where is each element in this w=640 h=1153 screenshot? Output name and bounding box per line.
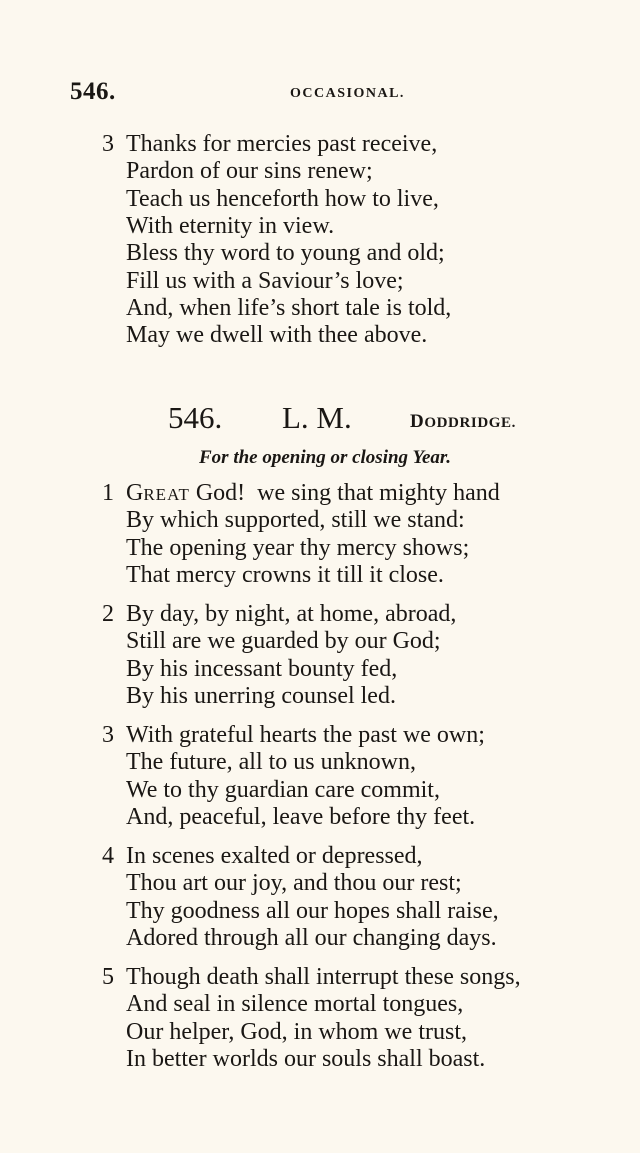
stanza-line: And, peaceful, leave before thy feet. bbox=[126, 803, 476, 830]
author-rest: ODDRIDGE. bbox=[424, 415, 516, 431]
hymn-number: 546. bbox=[168, 400, 223, 435]
stanza-line: The opening year thy mercy shows; bbox=[126, 534, 470, 561]
stanza-line: Teach us henceforth how to live, bbox=[126, 185, 439, 212]
stanza-line: By his unerring counsel led. bbox=[126, 682, 396, 709]
stanza-line: May we dwell with thee above. bbox=[126, 322, 428, 349]
stanza-number: 5 bbox=[102, 964, 114, 990]
stanza-line: Our helper, God, in whom we trust, bbox=[126, 1018, 467, 1045]
stanza-number: 3 bbox=[102, 131, 114, 157]
hymn-meter: L. M. bbox=[282, 400, 352, 435]
stanza-number: 3 bbox=[102, 722, 114, 748]
stanza-line: The future, all to us unknown, bbox=[126, 749, 416, 776]
stanza-line: Thy goodness all our hopes shall raise, bbox=[126, 897, 499, 924]
stanza-line: Pardon of our sins renew; bbox=[126, 158, 373, 185]
stanza-number: 1 bbox=[102, 480, 114, 506]
line-rest: God! we sing that mighty hand bbox=[189, 480, 500, 506]
stanza-line: Still are we guarded by our God; bbox=[126, 628, 441, 655]
stanza-line bbox=[126, 480, 500, 508]
stanza-line: Though death shall interrupt these songs, bbox=[126, 964, 521, 990]
stanza-line: We to thy guardian care commit, bbox=[126, 776, 440, 803]
small-caps: REAT bbox=[143, 485, 190, 504]
stanza-line: And seal in silence mortal tongues, bbox=[126, 991, 464, 1018]
stanza-line: Fill us with a Saviour’s love; bbox=[126, 267, 404, 294]
stanza-line: In scenes exalted or depressed, bbox=[126, 843, 423, 869]
stanza-line: Thanks for mercies past receive, bbox=[126, 131, 438, 157]
running-title: OCCASIONAL. bbox=[290, 86, 405, 101]
stanza-number: 2 bbox=[102, 601, 114, 627]
stanza-line: In better worlds our souls shall boast. bbox=[126, 1045, 486, 1072]
stanza-line: And, when life’s short tale is told, bbox=[126, 294, 452, 321]
stanza-line: Thou art our joy, and thou our rest; bbox=[126, 870, 462, 897]
hymn-subtitle: For the opening or closing Year. bbox=[199, 447, 451, 468]
stanza-line: That mercy crowns it till it close. bbox=[126, 561, 444, 588]
stanza-line: With eternity in view. bbox=[126, 212, 335, 239]
stanza-line: By his incessant bounty fed, bbox=[126, 655, 398, 682]
author-initial: D bbox=[410, 411, 425, 432]
stanza-line: Adored through all our changing days. bbox=[126, 924, 497, 951]
page-number: 546. bbox=[70, 78, 116, 105]
hymn-author bbox=[410, 411, 516, 433]
drop-cap: G bbox=[126, 480, 144, 506]
stanza-line: Bless thy word to young and old; bbox=[126, 240, 445, 267]
stanza-number: 4 bbox=[102, 843, 114, 869]
stanza-line: By which supported, still we stand: bbox=[126, 507, 465, 534]
stanza-line: With grateful hearts the past we own; bbox=[126, 722, 485, 748]
stanza-line: By day, by night, at home, abroad, bbox=[126, 601, 457, 627]
